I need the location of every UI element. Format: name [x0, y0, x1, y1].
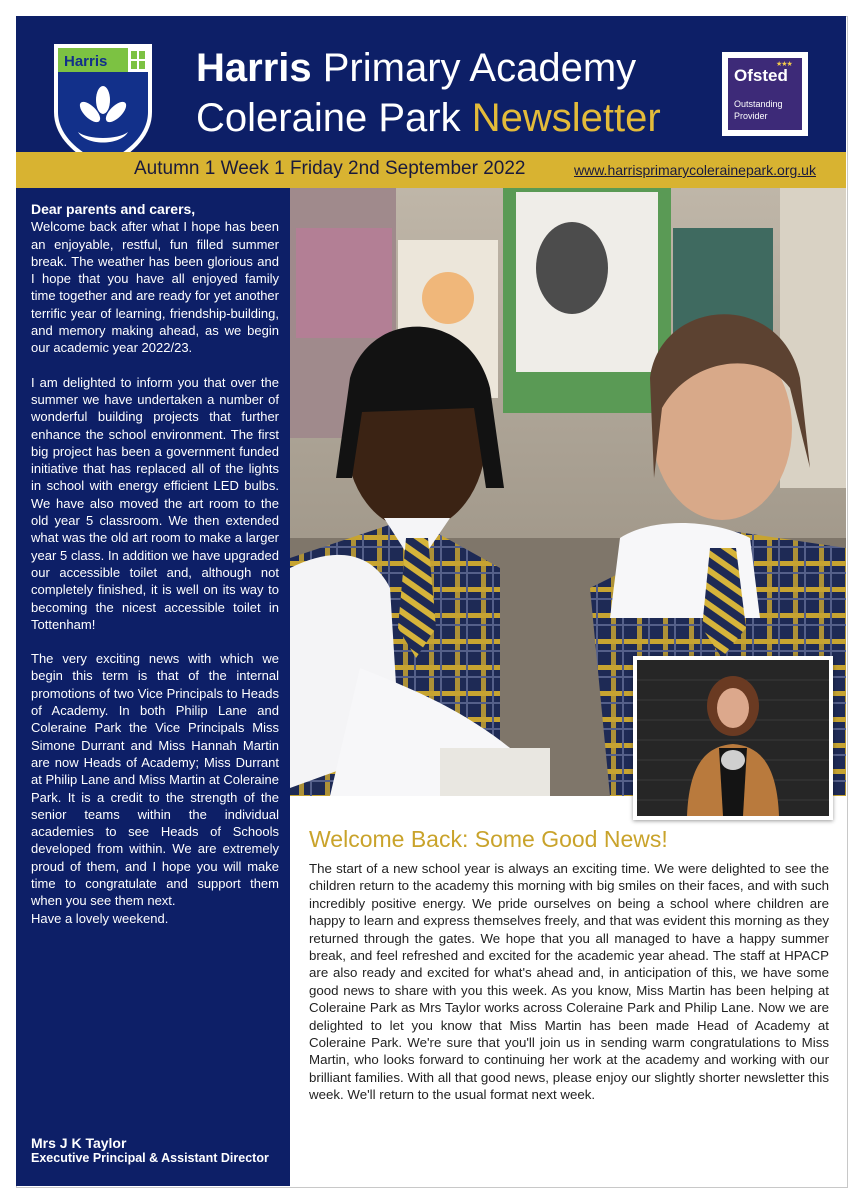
- letter-closing: Have a lovely weekend.: [31, 910, 169, 926]
- principal-letter: [31, 201, 279, 927]
- article-heading: Welcome Back: Some Good News!: [309, 826, 668, 852]
- ofsted-rating: [734, 98, 783, 122]
- miss-martin-photo: [633, 656, 833, 820]
- issue-date: Autumn 1 Week 1 Friday 2nd September 2022: [134, 158, 526, 179]
- ofsted-name: Ofsted: [734, 66, 788, 85]
- subtitle-school: Coleraine Park: [196, 96, 461, 140]
- harris-crest-logo: [52, 42, 154, 170]
- newsletter-subtitle: [196, 94, 661, 142]
- letter-signature: [31, 1136, 281, 1166]
- newsletter-title: [196, 44, 636, 92]
- signature-title: Executive Principal & Assistant Director: [31, 1151, 269, 1165]
- ofsted-line2: Provider: [734, 111, 768, 121]
- article-body: The start of a new school year is always an exciting time. We were delighted to see the children return to the academy this morning with big smiles on their faces, and with such incredibly positive energy. We pride ourselves on being a school where children are happy to learn and express themselves freely, and that was evident this morning as they returned through the gates. We hope that you all managed to have a happy summer break, and feel refreshed and excited for the academic year ahead. The staff at HPACP are also ready and excited for what's ahead and, in anticipation of this, we have some good news to share with you this week. As you know, Miss Martin has been helping at Coleraine Park as Mrs Taylor works across Coleraine Park and Philip Lane. Now we are delighted to let you know that Miss Martin has been made Head of Academy at Coleraine Park. We're sure that you'll join us in sending warm congratulations to Miss Martin, who looks forward to continuing her work at the academy and working with our brilliant families. With all that good news, please enjoy our slightly shorter newsletter this week. We'll return to the usual format next week.: [309, 861, 829, 1103]
- crest-label: Harris: [64, 53, 108, 70]
- title-rest: Primary Academy: [322, 46, 637, 90]
- signature-name: Mrs J K Taylor: [31, 1135, 127, 1151]
- stars-icon: ★★★: [776, 61, 792, 68]
- ofsted-badge: [722, 52, 808, 136]
- letter-greeting: Dear parents and carers,: [31, 201, 196, 217]
- subtitle-newsletter: Newsletter: [471, 96, 661, 140]
- letter-paragraph: Welcome back after what I hope has been an enjoyable, restful, fun filled summer break. The weather has been glorious and I hope that you have all enjoyed family time together and are ready for yet another terrific year of learning, friendship-building, and memory making ahead, as we begin our academic year 2022/23.: [31, 219, 279, 356]
- ofsted-line1: Outstanding: [734, 99, 783, 109]
- website-link[interactable]: www.harrisprimarycolerainepark.org.uk: [574, 162, 816, 178]
- date-bar: [16, 152, 846, 188]
- letter-paragraph: The very exciting news with which we begin this term is that of the internal promotions of two Vice Principals to Heads of Academy. In both Philip Lane and Coleraine Park the Vice Principals Miss Simone Durrant and Miss Hannah Martin are now Heads of Academy; Miss Durrant at Philip Lane and Miss Martin at Coleraine Park. It is a credit to the strength of the senior teams within the individual academies to see Heads of Schools developed from within. We are extremely proud of them, and I hope you will make time to congratulate and support them when you see them next.: [31, 651, 279, 909]
- ofsted-badge-inner: [728, 58, 802, 130]
- title-bold: Harris: [196, 46, 312, 90]
- letter-paragraph: I am delighted to inform you that over the summer we have undertaken a number of wonderful building projects that further enhance the school environment. The first big project has been a government funded initiative that has replaced all of the lights in school with energy efficient LED bulbs. We have also moved the art room to the old year 5 classroom. We then extended what was the old art room to make a larger year 5 class. In addition we have upgraded our accessible toilet and, although not completely finished, it is well on its way to becoming the nicest accessible toilet in Tottenham!: [31, 374, 279, 632]
